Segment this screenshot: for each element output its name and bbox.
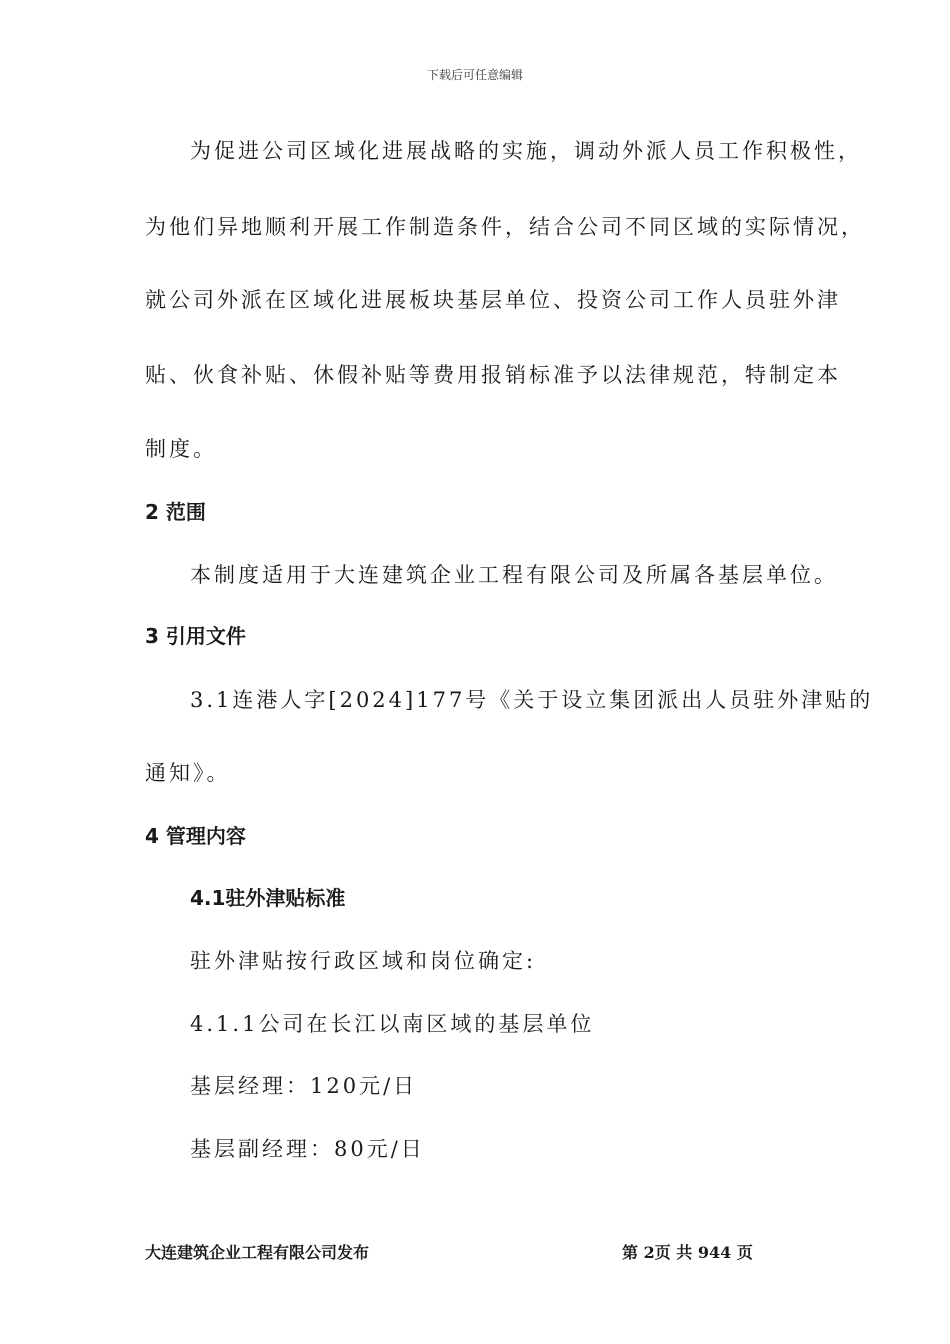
section-4-line-2: 4.1.1公司在长江以南区域的基层单位 [190,1012,595,1036]
intro-line-1: 为促进公司区域化进展战略的实施，调动外派人员工作积极性， [190,139,862,163]
section-3-line-2: 通知》。 [145,761,231,785]
section-3-line-1: 3.1连港人字[2024]177号《关于设立集团派出人员驻外津贴的 [190,688,874,712]
intro-line-5: 制度。 [145,437,217,461]
section-4-heading: 4 管理内容 [145,824,246,848]
section-4-line-1: 驻外津贴按行政区域和岗位确定: [190,949,537,973]
section-4-1-subheading: 4.1驻外津贴标准 [190,886,346,910]
section-4-line-4: 基层副经理：80元/日 [190,1137,425,1161]
section-2-heading: 2 范围 [145,500,206,524]
footer-page-info: 第 2页 共 944 页 [622,1243,753,1262]
section-4-line-3: 基层经理：120元/日 [190,1074,418,1098]
intro-line-2: 为他们异地顺利开展工作制造条件，结合公司不同区域的实际情况， [145,215,865,239]
footer-publisher: 大连建筑企业工程有限公司发布 [145,1243,370,1262]
section-3-heading: 3 引用文件 [145,624,246,648]
section-2-text: 本制度适用于大连建筑企业工程有限公司及所属各基层单位。 [190,563,838,587]
intro-line-3: 就公司外派在区域化进展板块基层单位、投资公司工作人员驻外津 [145,288,841,312]
intro-line-4: 贴、伙食补贴、休假补贴等费用报销标准予以法律规范，特制定本 [145,363,841,387]
header-note: 下载后可任意编辑 [426,68,523,82]
